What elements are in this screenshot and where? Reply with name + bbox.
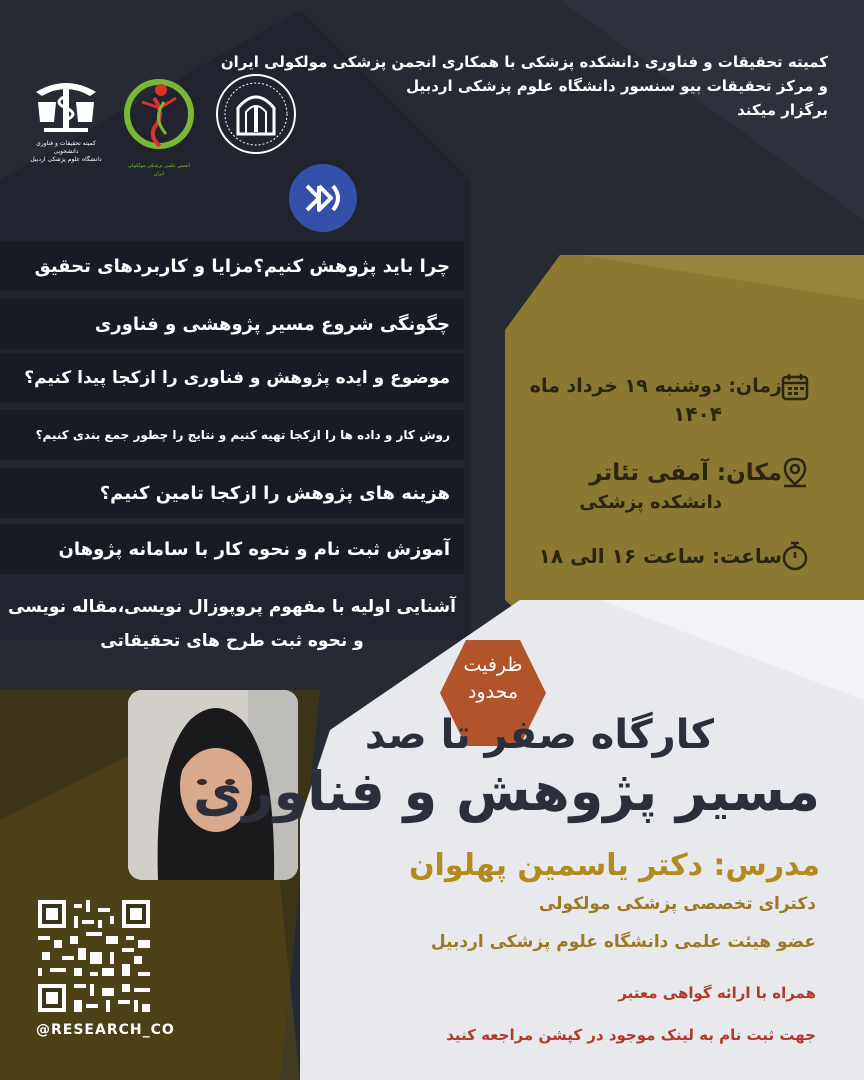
event-place <box>522 456 782 516</box>
topic-item <box>0 524 464 574</box>
molecular-medicine-logo <box>124 72 194 182</box>
badge-line-1: ظرفیت <box>463 654 523 676</box>
workshop-title-line-1: کارگاه صفر تا صد <box>364 712 714 758</box>
instructor-name: مدرس: دکتر یاسمین پهلوان <box>408 848 820 883</box>
organizer-line-1: کمیته تحقیقات و فناوری دانشکده پزشکی با همکاری انجمن پزشکی مولکولی ایران <box>220 53 828 71</box>
instructor-position: عضو هیئت علمی دانشگاه علوم پزشکی اردبیل <box>430 932 816 952</box>
logo-caption-middle: انجمن علمی پزشکی مولکولی ایران <box>127 163 191 177</box>
organizer-line-3: برگزار میکند <box>737 101 828 119</box>
university-seal-icon <box>214 72 298 156</box>
topic-label: آموزش ثبت نام و نحوه کار با سامانه پژوهان <box>58 538 450 560</box>
event-time: ساعت: ساعت ۱۶ الی ۱۸ <box>538 544 782 568</box>
extra-topic-line-1: آشنایی اولیه با مفهوم پروپوزال نویسی،مقاله نویسی <box>8 597 456 617</box>
caduceus-emblem-icon <box>26 72 106 136</box>
logo-caption-1: کمیته تحقیقات و فناوری دانشجویی <box>36 140 96 155</box>
social-handle[interactable]: @RESEARCH_CO <box>36 1022 175 1038</box>
certificate-note: همراه با ارائه گواهی معتبر <box>618 984 816 1002</box>
topic-item <box>0 468 464 518</box>
registration-note: جهت ثبت نام به لینک موجود در کپشن مراجعه کنید <box>446 1026 816 1044</box>
extra-topic <box>0 590 464 658</box>
stopwatch-icon <box>780 540 810 572</box>
organizer-line-2: و مرکز تحقیقات بیو سنسور دانشگاه علوم پزشکی اردبیل <box>406 77 828 95</box>
location-pin-icon <box>780 456 810 488</box>
place-label: مکان: آمفی تئاتر <box>589 460 782 486</box>
brand-logo <box>289 164 357 232</box>
extra-topic-line-2: و نحوه ثبت طرح های تحقیقاتی <box>100 631 364 651</box>
place-detail: دانشکده پزشکی <box>579 492 722 513</box>
topic-item <box>0 353 464 403</box>
topic-label: روش کار و داده ها را ازکجا تهیه کنیم و نتایج را چطور جمع بندی کنیم؟ <box>35 428 450 442</box>
brand-logo-icon <box>289 164 357 232</box>
workshop-title-line-2: مسیر پژوهش و فناوری <box>192 760 820 823</box>
logo-caption-2: دانشگاه علوم پزشکی اردبیل <box>30 156 102 163</box>
topic-label: هزینه های پژوهش را ازکجا تامین کنیم؟ <box>99 482 450 504</box>
qr-code[interactable] <box>38 900 150 1012</box>
topic-item <box>0 410 464 460</box>
topic-label: چگونگی شروع مسیر پژوهشی و فناوری <box>94 313 450 335</box>
calendar-icon <box>780 372 810 402</box>
date-year: ۱۴۰۴ <box>673 402 722 426</box>
capacity-badge <box>440 652 546 706</box>
date-label: زمان: دوشنبه ۱۹ خرداد ماه <box>529 375 782 397</box>
event-date <box>522 372 782 428</box>
instructor-degree: دکترای تخصصی پزشکی مولکولی <box>538 894 816 914</box>
topic-item <box>0 299 464 349</box>
topic-label: موضوع و ایده پژوهش و فناوری را ازکجا پیدا کنیم؟ <box>24 368 450 388</box>
topic-label: چرا باید پژوهش کنیم؟مزایا و کاربردهای تحقیق <box>34 255 450 277</box>
topic-item <box>0 241 464 291</box>
organizer-text <box>208 50 828 122</box>
research-committee-logo <box>26 72 106 162</box>
university-seal-logo <box>214 72 298 156</box>
badge-line-2: محدود <box>467 681 519 703</box>
dna-figure-icon <box>124 72 194 158</box>
